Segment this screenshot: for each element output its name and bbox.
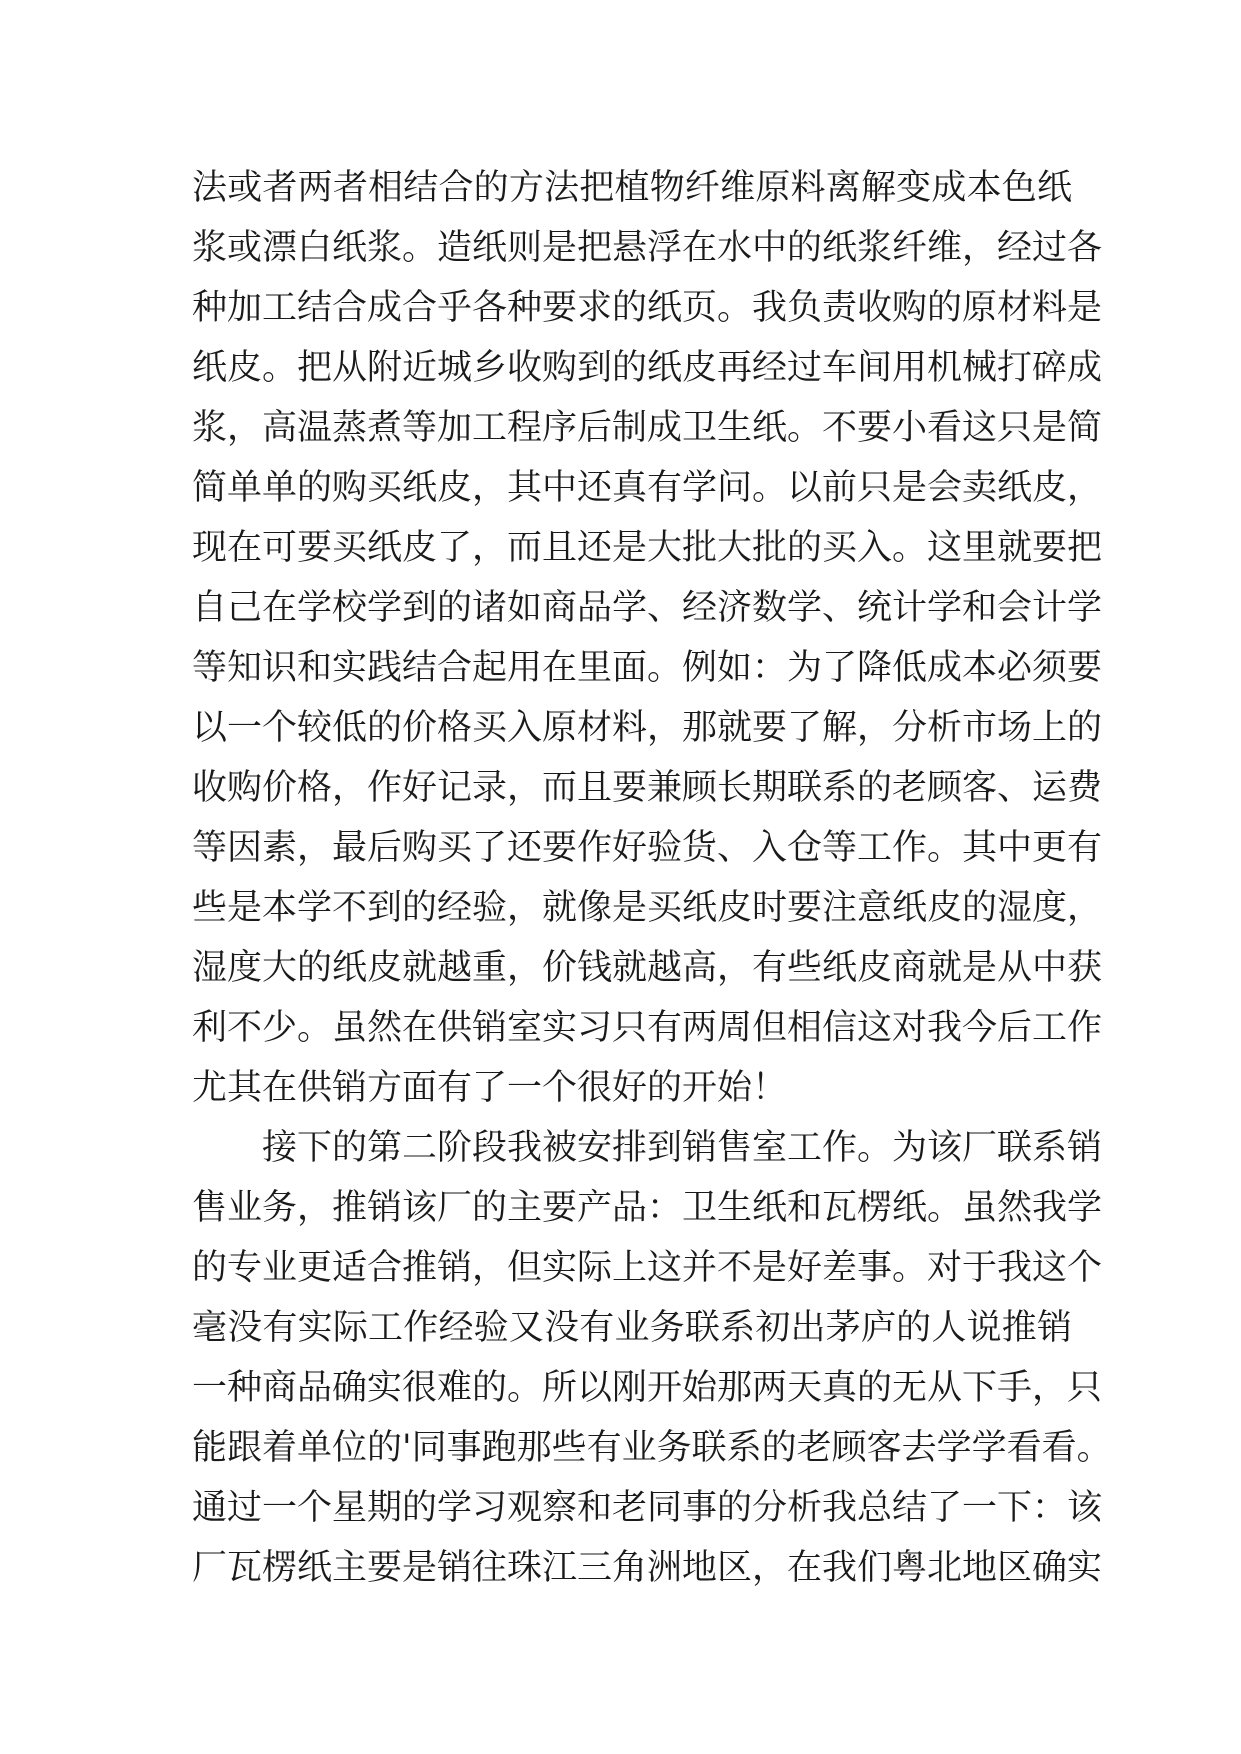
paragraph-start-line: 接下的第二阶段我被安排到销售室工作。为该厂联系销 <box>262 1128 1103 1168</box>
text-line: 简单单的购买纸皮，其中还真有学问。以前只是会卖纸皮， <box>192 468 1103 508</box>
text-line: 能跟着单位的'同事跑那些有业务联系的老顾客去学学看看。 <box>192 1428 1112 1468</box>
text-line: 些是本学不到的经验，就像是买纸皮时要注意纸皮的湿度， <box>192 888 1103 928</box>
text-line: 厂瓦楞纸主要是销往珠江三角洲地区，在我们粤北地区确实 <box>192 1548 1103 1588</box>
text-line: 等因素，最后购买了还要作好验货、入仓等工作。其中更有 <box>192 828 1103 868</box>
paragraph-end-line: 尤其在供销方面有了一个很好的开始！ <box>192 1068 788 1108</box>
text-line: 收购价格，作好记录，而且要兼顾长期联系的老顾客、运费 <box>192 768 1103 808</box>
text-line: 利不少。虽然在供销室实习只有两周但相信这对我今后工作 <box>192 1008 1103 1048</box>
text-line: 一种商品确实很难的。所以刚开始那两天真的无从下手，只 <box>192 1368 1103 1408</box>
text-line: 售业务，推销该厂的主要产品：卫生纸和瓦楞纸。虽然我学 <box>192 1188 1103 1228</box>
text-line: 等知识和实践结合起用在里面。例如：为了降低成本必须要 <box>192 648 1103 688</box>
text-line: 浆或漂白纸浆。造纸则是把悬浮在水中的纸浆纤维，经过各 <box>192 228 1103 268</box>
text-line: 现在可要买纸皮了，而且还是大批大批的买入。这里就要把 <box>192 528 1103 568</box>
text-line: 法或者两者相结合的方法把植物纤维原料离解变成本色纸 <box>192 168 1072 208</box>
text-line: 通过一个星期的学习观察和老同事的分析我总结了一下：该 <box>192 1488 1103 1528</box>
text-line: 以一个较低的价格买入原材料，那就要了解，分析市场上的 <box>192 708 1103 748</box>
text-line: 毫没有实际工作经验又没有业务联系初出茅庐的人说推销 <box>192 1308 1072 1348</box>
text-line: 浆，高温蒸煮等加工程序后制成卫生纸。不要小看这只是简 <box>192 408 1103 448</box>
text-line: 种加工结合成合乎各种要求的纸页。我负责收购的原材料是 <box>192 288 1103 328</box>
body-text <box>192 158 1112 1598</box>
text-line: 湿度大的纸皮就越重，价钱就越高，有些纸皮商就是从中获 <box>192 948 1103 988</box>
text-line: 的专业更适合推销，但实际上这并不是好差事。对于我这个 <box>192 1248 1103 1288</box>
text-line: 纸皮。把从附近城乡收购到的纸皮再经过车间用机械打碎成 <box>192 348 1103 388</box>
text-line: 自己在学校学到的诸如商品学、经济数学、统计学和会计学 <box>192 588 1103 628</box>
